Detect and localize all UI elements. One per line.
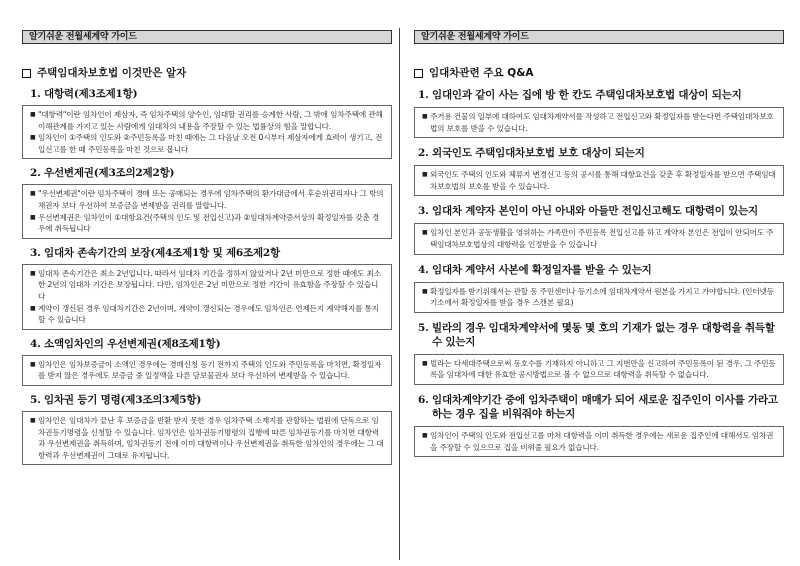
square-bullet-icon: ■ xyxy=(30,134,36,142)
bullet-text: 임차인 본인과 공동생활을 영위하는 가족만이 주민등록 전입신고를 하고 계약자 본인은 전입이 안되어도 주택임대차보호법상의 대항력을 인정받을 수 있습니다 xyxy=(430,228,774,249)
answer-box xyxy=(414,107,784,138)
square-bullet-icon: ■ xyxy=(30,269,36,277)
section-title-text: 주택임대차보호법 이것만은 알자 xyxy=(37,67,187,79)
answer-box xyxy=(414,223,784,254)
left-column xyxy=(22,30,392,555)
bullet-text: 주거용 건물의 일부에 대하여도 임대차계약서를 작성하고 전입신고와 확정일자를 받는다면 주택임대차보호법의 보호를 받을 수 있습니다. xyxy=(430,112,774,133)
square-bullet-icon: ■ xyxy=(30,190,36,198)
square-bullet-icon: ■ xyxy=(30,111,36,118)
section-title xyxy=(22,66,392,80)
bullet-text: 임차인이 ①주택의 인도와 ②주민등록을 마친 때에는 그 다음날 오전 0시부터 제삼자에게 효력이 생기고, 전입신고를 한 때 주민등록을 마친 것으로 봅니다 xyxy=(38,133,383,154)
article-title: 3. 임대차 존속기간의 보장(제4조제1항 및 제6조제2항 xyxy=(30,246,280,259)
bullet-text: "우선변제권"이란 임차주택이 경매 또는 공매되는 경우에 임차주택의 환가대금에서 후순위권리자나 그 밖의 채권자 보다 우선하여 보증금을 변제받을 권리를 말합니다. xyxy=(38,189,384,210)
article-item xyxy=(22,166,392,238)
square-bullet-icon: ■ xyxy=(30,416,36,424)
question-title: 4. 임대차 계약서 사본에 확정일자를 받을 수 있는지 xyxy=(418,263,652,276)
bullet-point xyxy=(422,430,777,453)
question-title: 3. 임대차 계약자 본인이 아닌 아내와 아들만 전입신고해도 대항력이 있는지 xyxy=(418,205,758,218)
qa-item xyxy=(414,204,784,254)
guide-label: 알기쉬운 전월세계약 가이드 xyxy=(421,32,529,42)
square-bullet-icon: ■ xyxy=(30,304,36,312)
question-title: 5. 빌라의 경우 임대차계약서에 몇동 몇 호의 기재가 없는 경우 대항력을 취득할 수 있는지 xyxy=(418,321,775,348)
guide-label: 알기쉬운 전월세계약 가이드 xyxy=(29,32,137,42)
article-item xyxy=(22,393,392,465)
article-item xyxy=(22,87,392,159)
question-title: 6. 임대차계약기간 중에 임차주택이 매매가 되어 새로운 집주인이 이사를 가라고 하는 경우 집을 비워줘야 하는지 xyxy=(418,393,778,420)
qa-item xyxy=(414,263,784,313)
question-title: 1. 임대인과 같이 사는 집에 방 한 칸도 주택임대차보호법 대상이 되는지 xyxy=(418,89,742,101)
article-box xyxy=(22,264,392,330)
bullet-text: 임대차 존속기간은 최소 2년입니다. 따라서 임대차 기간을 정하지 않았거나 2년 미만으로 정한 때에도 최소한 2년의 임대차 기간은 보장됩니다. 다만, 임차인은 2년 미만으로 정한 기간이 유효함을 주장할 수 있습니다 xyxy=(38,268,381,301)
bullet-point xyxy=(30,359,385,382)
article-item xyxy=(22,246,392,330)
article-box xyxy=(22,411,392,465)
bullet-text: 임차인은 임대차가 끝난 후 보증금을 반환 받지 못한 경우 임차주택 소재지를 관할하는 법원에 단독으로 임차권등기명령을 신청할 수 있습니다. 임차인은 임차권등기명령의 집행에 따른 임차권등기를 마치면 대항력과 우선변제권을 취득하며, 임차권등기 전에 이미 대항력이나 우선변제권을 취득한 임차인의 경우에는 그 대항력과 우선변제권이 그대로 유지됩니다. xyxy=(38,415,384,460)
answer-box xyxy=(414,354,784,385)
checkbox-square-icon xyxy=(414,69,423,78)
bullet-point xyxy=(422,227,777,250)
bullet-text: 계약이 갱신된 경우 임대차기간은 2년이며, 계약이 갱신되는 경우에도 임차인은 언제든지 계약해지를 통지할 수 있습니다 xyxy=(38,303,379,325)
qa-item xyxy=(414,393,784,457)
qa-item xyxy=(414,146,784,196)
square-bullet-icon: ■ xyxy=(30,213,36,221)
bullet-text: "대항력"이란 임차인이 제삼자, 즉 임차주택의 양수인, 임대할 권리를 승계한 사람, 그 밖에 임차주택에 관해 이해관계를 가지고 있는 사람에게 임대차의 내용을 주장할 수 있는 법률상의 힘을 말합니다. xyxy=(38,110,383,131)
article-title: 4. 소액임차인의 우선변제권(제8조제1항) xyxy=(30,337,221,350)
bullet-text: 빌라는 다세대주택으로써 동호수를 기재하지 아니하고 그 지번만을 신고하여 주민등록이 된 경우, 그 주민등록을 임대차에 대한 유효한 공시방법으로 볼 수 없으므로 대항력을 취득할 수 없습니다. xyxy=(430,358,776,380)
answer-box xyxy=(414,165,784,196)
article-title: 2. 우선변제권(제3조의2제2항) xyxy=(30,167,175,180)
article-box xyxy=(22,184,392,238)
bullet-text: 우선변제권은 임차인이 ①대항요건(주택의 인도 및 전입신고)과 ②임대차계약증서상의 확정일자를 갖춘 경우에 취득됩니다 xyxy=(38,212,380,234)
square-bullet-icon: ■ xyxy=(422,113,428,120)
bullet-text: 임차인이 주택의 인도와 전입신고를 마쳐 대항력을 이미 취득한 경우에는 새로운 집주인에 대해서도 임차권을 주장할 수 있으므로 집을 비워줄 필요가 없습니다. xyxy=(430,430,774,452)
guide-label-box xyxy=(22,30,392,44)
article-box xyxy=(22,105,392,159)
bullet-point xyxy=(30,188,385,211)
question-title: 2. 외국인도 주택임대차보호법 보호 대상이 되는지 xyxy=(418,147,645,160)
square-bullet-icon: ■ xyxy=(422,287,428,295)
bullet-point xyxy=(30,303,385,326)
bullet-point xyxy=(422,286,777,309)
bullet-point xyxy=(422,111,777,134)
square-bullet-icon: ■ xyxy=(422,359,428,367)
right-column xyxy=(414,30,784,555)
bullet-text: 확정일자를 받기위해서는 관할 동 주민센터나 등기소에 임대차계약서 원본을 가지고 가야합니다. (인터넷등기소에서 확정일자를 받을 경우 스캔본 필요) xyxy=(430,286,774,308)
bullet-point xyxy=(30,212,385,235)
bullet-point xyxy=(30,132,385,155)
qa-item xyxy=(414,321,784,385)
column-divider xyxy=(399,28,400,560)
square-bullet-icon: ■ xyxy=(422,171,428,179)
section-title-text: 임대차관련 주요 Q&A xyxy=(429,67,534,79)
answer-box xyxy=(414,282,784,313)
square-bullet-icon: ■ xyxy=(422,431,428,439)
bullet-point xyxy=(422,169,777,192)
guide-label-box xyxy=(414,30,784,44)
square-bullet-icon: ■ xyxy=(30,360,36,368)
checkbox-square-icon xyxy=(22,69,31,78)
qa-item xyxy=(414,88,784,138)
bullet-text: 외국인도 주택의 인도와 체류지 변경신고 등의 공시를 통해 대항요건을 갖춘 후 확정일자를 받으면 주택임대차보호법의 보호를 받을 수 있습니다. xyxy=(430,170,776,191)
square-bullet-icon: ■ xyxy=(422,229,428,237)
answer-box xyxy=(414,426,784,457)
article-title: 5. 임차권 등기 명령(제3조의3제5항) xyxy=(30,393,202,406)
article-item xyxy=(22,337,392,386)
bullet-point xyxy=(30,268,385,303)
bullet-point xyxy=(30,415,385,461)
bullet-point xyxy=(422,358,777,381)
bullet-text: 임차인은 임차보증금이 소액인 경우에는 경매신청 등기 전까지 주택의 인도와 주민등록을 마치면, 확정일자를 받지 않은 경우에도 보증금 중 일정액을 다른 담보물권자 보다 우선하여 변제받을 수 있습니다. xyxy=(38,359,382,381)
bullet-point xyxy=(30,109,385,132)
article-title: 1. 대항력(제3조제1항) xyxy=(30,88,138,100)
article-box xyxy=(22,355,392,386)
section-title xyxy=(414,66,784,80)
